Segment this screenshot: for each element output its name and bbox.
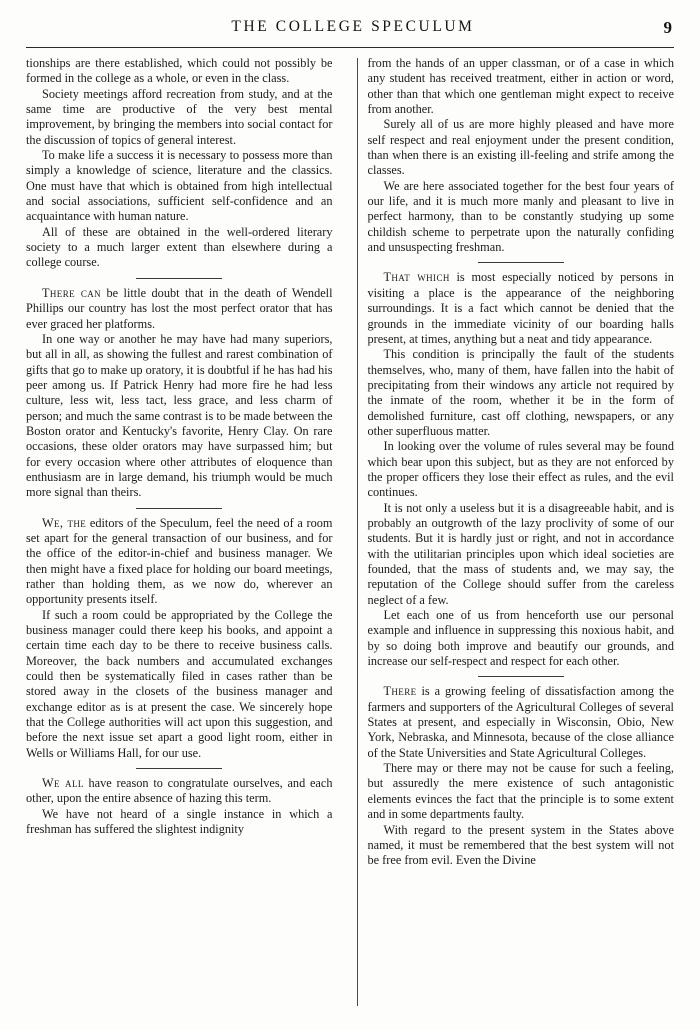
paragraph: tionships are there established, which could not possibly be formed in the college as a whole, or even in the class. <box>26 56 333 86</box>
paragraph-lead-smallcaps: That which <box>383 270 450 285</box>
paragraph: If such a room could be appropriated by the College the business manager could there keep his books, and appoint a certain time each day to be there to receive business calls. Moreover, the back numbers and accumulated exchanges could then be systematically filed in cases rather than be stored away in the closets of the business manager and exchange editor as is at present the case. We sincerely hope that the College authorities will act upon this suggestion, and before the next issue set apart a good light room, either in Wells or Williams Hall, for our use. <box>26 607 333 760</box>
right-column <box>367 56 674 1008</box>
paragraph: Society meetings afford recreation from study, and at the same time are productive of the very best mental improvement, by bringing the members into social contact for the discussion of topics of general interest. <box>26 86 333 147</box>
paragraph: This condition is principally the fault of the students themselves, who, many of them, have fallen into the habit of precipitating from their windows any article not required by the inmate of the room, whether it be in the form of demolished furniture, cast off clothing, newspapers, or any other superfluous matter. <box>367 347 674 438</box>
page-title: THE COLLEGE SPECULUM <box>231 18 475 35</box>
paragraph: In looking over the volume of rules several may be found which bear upon this subject, but as they are not enforced by the proper officers they lose their effect as rules, and the evil continues. <box>367 439 674 500</box>
paragraph-lead-smallcaps: We, the <box>42 515 87 530</box>
page-number: 9 <box>663 18 672 37</box>
paragraph <box>26 776 333 807</box>
paragraph: from the hands of an upper classman, or of a case in which any student has received treatment, either in action or word, other than that which one gentleman might expect to receive from another. <box>367 56 674 117</box>
paragraph: There may or there may not be cause for such a feeling, but assuredly the mere existence of such antagonistic elements evinces the fact that the principle is to some extent and in some departments faulty. <box>367 761 674 822</box>
paragraph: Surely all of us are more highly pleased and have more self respect and real enjoyment under the present condition, than when there is an existing ill-feeling and strife among the classes. <box>367 117 674 178</box>
section-separator <box>478 262 564 263</box>
section-separator <box>136 768 222 769</box>
paragraph <box>26 516 333 608</box>
section-separator <box>136 278 222 279</box>
paragraph-lead-smallcaps: There <box>383 684 417 699</box>
paragraph: We have not heard of a single instance in which a freshman has suffered the slightest indignity <box>26 806 333 837</box>
left-column <box>26 56 347 1008</box>
paragraph: Let each one of us from henceforth use our personal example and influence in suppressing this noxious habit, and by so doing both improve and beautify our grounds, and increase our self-respect and respect for each other. <box>367 608 674 669</box>
paragraph <box>26 286 333 332</box>
paragraph-text: editors of the Speculum, feel the need of a room set apart for the general transaction of our business, and for the office of the editor-in-chief and business manager. We then might have a fixed place for holding our board meetings, rather than holding them, as we now do, wherever an opportunity presents itself. <box>26 515 333 607</box>
paragraph: We are here associated together for the best four years of our life, and it is much more manly and pleasant to live in perfect harmony, than to be constantly studying up some childish scheme to perpetrate upon the naturally confiding and unsuspecting freshman. <box>367 178 674 255</box>
section-separator <box>478 676 564 677</box>
paragraph-text: is a growing feeling of dissatisfaction among the farmers and supporters of the Agricultural Colleges of several States at present, and especially in Wisconsin, Obio, New York, Nebraska, and Minnesota, because of the close alliance of the State Universities and State Agricultural Colleges. <box>367 684 674 760</box>
paragraph-text: be little doubt that in the death of Wendell Phillips our country has lost the most perfect orator that has ever graced her platforms. <box>26 285 333 331</box>
running-head <box>26 18 674 44</box>
header-divider <box>26 47 674 48</box>
paragraph <box>367 684 674 761</box>
paragraph-lead-smallcaps: There can <box>42 285 102 300</box>
body-columns <box>26 56 674 1008</box>
column-divider <box>357 58 358 1006</box>
paragraph-text: is most especially noticed by persons in visiting a place is the appearance of the neighboring surroundings. It is a fact which cannot be denied that the grounds in the immediate vicinity of our boarding halls present, at times, anything but a neat and tidy appearance. <box>367 270 674 346</box>
paragraph: All of these are obtained in the well-ordered literary society to a much larger extent than elsewhere during a college course. <box>26 224 333 270</box>
section-separator <box>136 508 222 509</box>
paragraph: In one way or another he may have had many superiors, but all in all, as showing the fullest and rarest combination of gifts that go to make up oratory, it is doubtful if he has had his peer among us. If Patrick Henry had more fire he had less culture, less wit, less tact, less grace, and less charm of person; and much the same contrast is to be made between the Boston orator and Kentucky's favorite, Henry Clay. On rare occasions, these older orators may have surpassed him; but for every occasion where other attributes of eloquence than enthusiasm are in large demand, his triumph would be much more signal than theirs. <box>26 331 333 500</box>
paragraph-text: have reason to congratulate ourselves, and each other, upon the entire absence of hazing this term. <box>26 776 333 806</box>
paragraph <box>367 270 674 347</box>
paragraph: With regard to the present system in the States above named, it must be remembered that the best system will not be free from evil. Even the Divine <box>367 822 674 868</box>
paragraph: It is not only a useless but it is a disagreeable habit, and is probably an outgrowth of the lazy proclivity of some of our students. But it is hardly just or right, and not in accordance with the utilitarian principles upon which ideal societies are founded, that the mass of students and, we may say, the reputation of the College should suffer from the careless neglect of a few. <box>367 500 674 607</box>
paragraph-lead-smallcaps: We all <box>42 776 84 791</box>
paragraph: To make life a success it is necessary to possess more than simply a knowledge of science, literature and the classics. One must have that which is obtained from high intellectual and social associations, sufficient self-confidence and an acquaintance with human nature. <box>26 148 333 224</box>
